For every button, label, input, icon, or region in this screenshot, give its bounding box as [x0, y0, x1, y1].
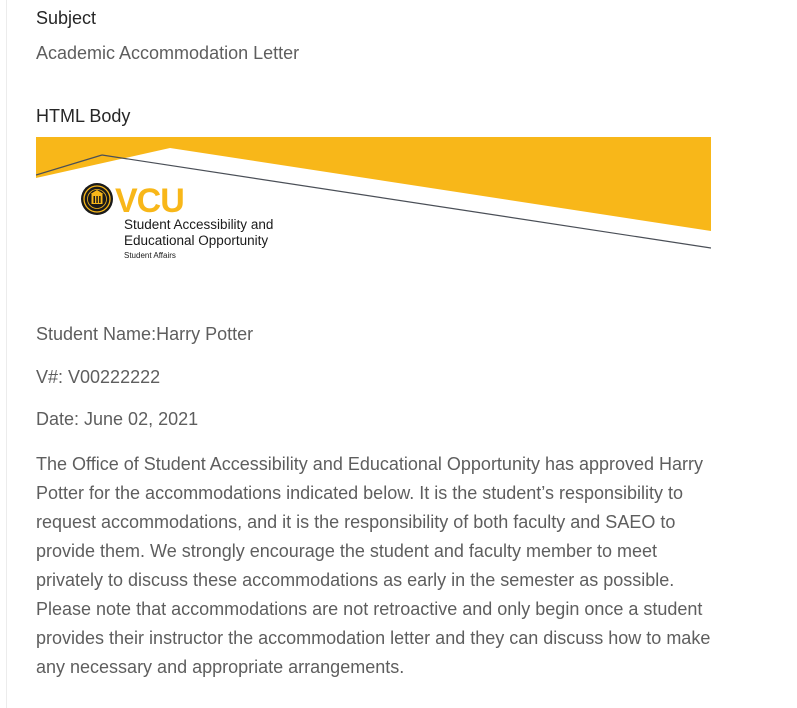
vcu-seal-icon [81, 183, 113, 215]
left-divider [6, 0, 7, 708]
org-line-2: Educational Opportunity [124, 233, 269, 248]
vcu-saeo-banner [36, 137, 711, 264]
date-line: Date: June 02, 2021 [36, 409, 199, 429]
vnumber-line: V#: V00222222 [36, 367, 161, 387]
vcu-logo-text: VCU [115, 182, 184, 220]
subject-value: Academic Accommodation Letter [36, 43, 300, 63]
letter-paragraph: The Office of Student Accessibility and Educational Opportunity has approved Harry Potter for the accommodations indicated below. It is the student’s responsibility to request accommodations, and it is the responsibility of both faculty and SAEO to provide them. We strongly encourage the student and faculty member to meet privately to discuss these accommodations as early in the semester as possible. Please note that accommodations are not retroactive and only begin once a student provides their instructor the accommodation letter and they can discuss how to make any necessary and appropriate arrangements. [36, 454, 711, 677]
student-name-line: Student Name:Harry Potter [36, 324, 254, 344]
subject-label: Subject [36, 8, 97, 28]
org-line-1: Student Accessibility and [124, 217, 274, 232]
html-body-label: HTML Body [36, 106, 131, 126]
org-line-3: Student Affairs [124, 251, 176, 260]
